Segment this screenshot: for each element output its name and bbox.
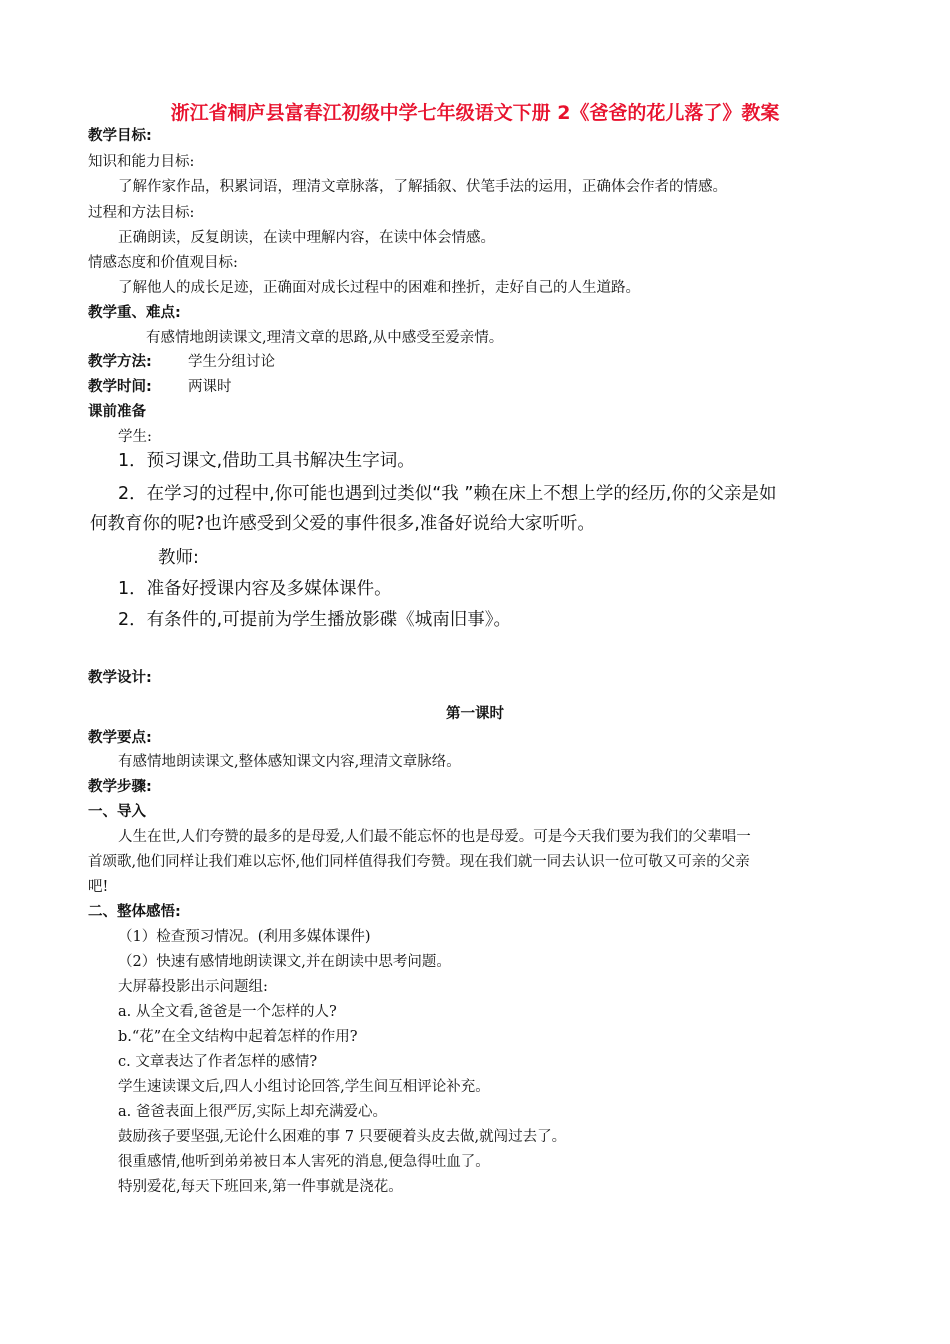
knowledge-text: 了解作家作品，积累词语，理清文章脉落，了解插叙、伏笔手法的运用，正确体会作者的情感。: [118, 179, 727, 195]
emotion-label: 情感态度和价值观目标:: [88, 255, 238, 271]
key-points-heading: 教学重、难点:: [88, 305, 181, 321]
step2-heading: 二、整体感悟:: [88, 904, 181, 920]
step2-line: （1）检查预习情况。(利用多媒体课件): [118, 929, 371, 945]
time-value: 两课时: [188, 379, 232, 395]
step1-line3: 吧!: [88, 879, 109, 895]
step1-line1: 人生在世,人们夸赞的最多的是母爱,人们最不能忘怀的也是母爱。可是今天我们要为我们的父辈唱一: [118, 829, 751, 845]
student-item-1: 1．预习课文,借助工具书解决生字词。: [118, 451, 415, 471]
step2-line: （2）快速有感情地朗读课文,并在朗读中思考问题。: [118, 954, 451, 970]
time-row: [88, 377, 232, 397]
step2-line: 学生速读课文后,四人小组讨论回答,学生间互相评论补充。: [118, 1079, 490, 1095]
student-label: 学生:: [118, 429, 152, 445]
emotion-text: 了解他人的成长足迹，正确面对成长过程中的困难和挫折，走好自己的人生道路。: [118, 280, 640, 296]
student-item-2-line2: 何教育你的呢?也许感受到父爱的事件很多,准备好说给大家听听。: [90, 514, 595, 534]
step2-line: 大屏幕投影出示问题组:: [118, 979, 268, 995]
student-item-2-line1: 2．在学习的过程中,你可能也遇到过类似“我 ”赖在床上不想上学的经历,你的父亲是如: [118, 484, 777, 504]
lesson1-points-heading: 教学要点:: [88, 730, 152, 746]
teacher-item-1: 1．准备好授课内容及多媒体课件。: [118, 579, 392, 599]
teacher-label: 教师:: [158, 548, 199, 568]
step2-line: a. 从全文看,爸爸是一个怎样的人?: [118, 1004, 337, 1020]
key-points-text: 有感情地朗读课文,理清文章的思路,从中感受至爱亲情。: [146, 330, 504, 346]
step2-line: 鼓励孩子要坚强,无论什么困难的事 7 只要硬着头皮去做,就闯过去了。: [118, 1129, 567, 1145]
step2-line: 很重感情,他听到弟弟被日本人害死的消息,便急得吐血了。: [118, 1154, 490, 1170]
time-label: 教学时间:: [88, 379, 152, 395]
design-heading: 教学设计:: [88, 670, 152, 686]
method-value: 学生分组讨论: [188, 354, 275, 370]
lesson1-points-text: 有感情地朗读课文,整体感知课文内容,理清文章脉络。: [118, 754, 461, 770]
process-text: 正确朗读，反复朗读，在读中理解内容，在读中体会情感。: [118, 230, 495, 246]
teacher-item-2: 2．有条件的,可提前为学生播放影碟《城南旧事》。: [118, 610, 511, 630]
step2-line: a. 爸爸表面上很严厉,实际上却充满爱心。: [118, 1104, 387, 1120]
process-label: 过程和方法目标:: [88, 205, 195, 221]
preparation-heading: 课前准备: [88, 404, 146, 420]
step1-line2: 首颂歌,他们同样让我们难以忘怀,他们同样值得我们夸赞。现在我们就一同去认识一位可敬又可亲的父亲: [88, 854, 750, 870]
step1-heading: 一、导入: [88, 804, 146, 820]
document-title: 浙江省桐庐县富春江初级中学七年级语文下册 2《爸爸的花儿落了》教案: [170, 102, 780, 124]
lesson1-heading: 第一课时: [446, 706, 504, 722]
step2-line: b.“花”在全文结构中起着怎样的作用?: [118, 1029, 358, 1045]
steps-heading: 教学步骤:: [88, 779, 152, 795]
method-label: 教学方法:: [88, 354, 152, 370]
step2-line: c. 文章表达了作者怎样的感情?: [118, 1054, 318, 1070]
objectives-heading: 教学目标:: [88, 128, 152, 144]
knowledge-label: 知识和能力目标:: [88, 154, 195, 170]
step2-line: 特别爱花,每天下班回来,第一件事就是浇花。: [118, 1179, 403, 1195]
method-row: [88, 352, 275, 372]
